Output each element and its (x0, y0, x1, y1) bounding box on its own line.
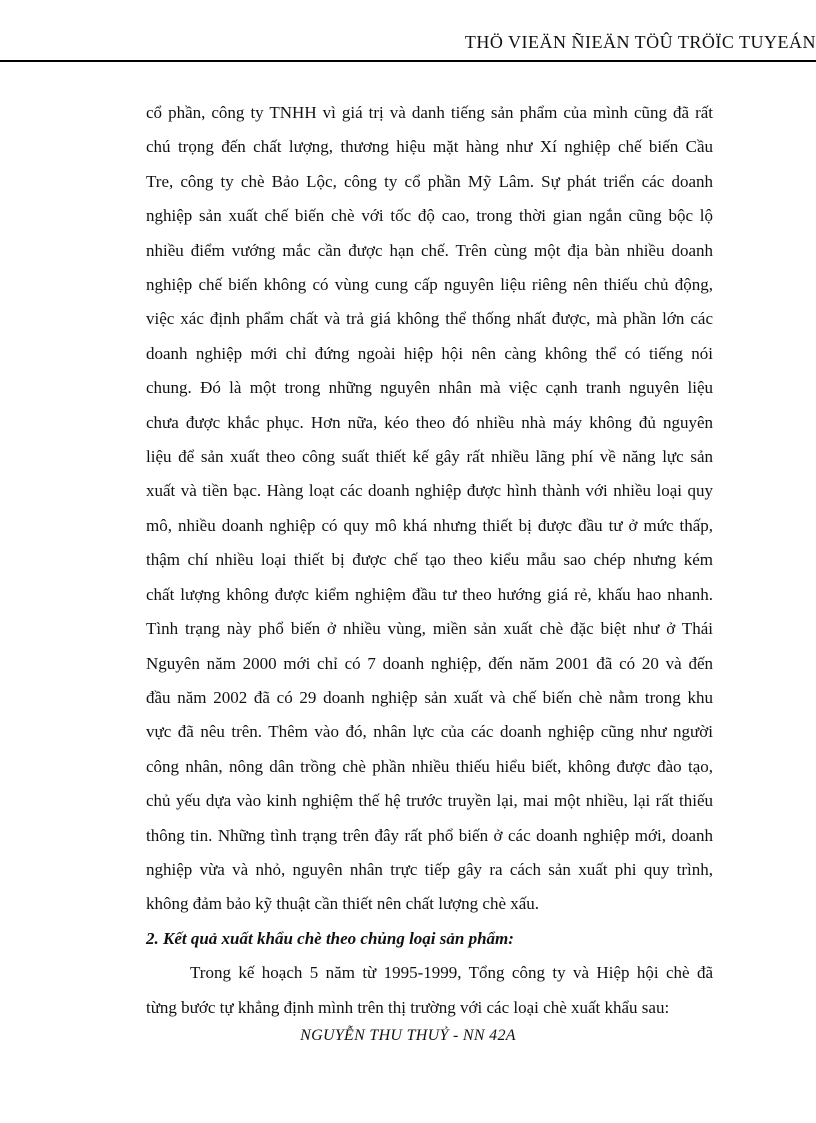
header-divider (0, 60, 816, 62)
text-line: từng bước tự khẳng định mình trên thị trường với các loại chè xuất khẩu sau: (146, 997, 670, 1017)
section-heading: 2. Kết quả xuất khẩu chè theo chủng loại sản phẩm: (146, 928, 514, 948)
text-line: liệu để sản xuất theo công suất thiết kế gây rất nhiều lãng phí về năng lực sản (146, 447, 713, 467)
text-line: chủ yếu dựa vào kinh nghiệm thế hệ trước truyền lại, mai một nhiều, lại rất thiếu (146, 791, 713, 811)
text-line: nghiệp vừa và nhỏ, nguyên nhân trực tiếp gây ra cách sản xuất phi quy trình, (146, 859, 713, 879)
text-line: việc xác định phẩm chất và trả giá không thể thống nhất được, mà phần lớn các (146, 309, 713, 329)
text-line: vực đã nêu trên. Thêm vào đó, nhân lực của các doanh nghiệp cũng như người (146, 722, 713, 742)
text-line: doanh nghiệp mới chỉ đứng ngoài hiệp hội nên càng không thể có tiếng nói (146, 343, 713, 363)
text-line: Tre, công ty chè Bảo Lộc, công ty cổ phần Mỹ Lâm. Sự phát triển các doanh (146, 171, 713, 191)
text-line: Trong kế hoạch 5 năm từ 1995-1999, Tổng công ty và Hiệp hội chè đã (190, 963, 713, 983)
text-line: cổ phần, công ty TNHH vì giá trị và danh tiếng sản phẩm của mình cũng đã rất (146, 103, 713, 122)
text-line: không đảm bảo kỹ thuật cần thiết nên chất lượng chè xấu. (146, 894, 540, 914)
text-line: thông tin. Những tình trạng trên đây rất phổ biến ở các doanh nghiệp mới, doanh (146, 825, 713, 845)
text-line: chú trọng đến chất lượng, thương hiệu mặt hàng như Xí nghiệp chế biến Cầu (146, 137, 713, 157)
text-line: mô, nhiều doanh nghiệp có quy mô khá nhưng thiết bị được đầu tư ở mức thấp, (146, 515, 713, 535)
text-line: nghiệp chế biến không có vùng cung cấp nguyên liệu riêng nên thiếu chủ động, (146, 275, 713, 295)
document-body (146, 96, 713, 1025)
text-line: nhiều điểm vướng mắc cần được hạn chế. Trên cùng một địa bàn nhiều doanh (146, 240, 713, 260)
body-paragraph (146, 96, 713, 922)
text-line: công nhân, nông dân trồng chè phần nhiều thiếu hiểu biết, không được đào tạo, (146, 756, 713, 776)
text-line: chất lượng không được kiểm nghiệm đầu tư theo hướng giá rẻ, khấu hao nhanh. (146, 584, 713, 604)
page-footer-author: NGUYỄN THU THUỶ - NN 42A (300, 1027, 516, 1044)
text-line: chưa được khắc phục. Hơn nữa, kéo theo đó nhiều nhà máy không đủ nguyên (146, 412, 713, 432)
text-line: Tình trạng này phổ biến ở nhiều vùng, miền sản xuất chè đặc biệt như ở Thái (146, 619, 713, 639)
text-line: nghiệp sản xuất chế biến chè với tốc độ cao, trong thời gian ngắn cũng bộc lộ (146, 206, 713, 226)
text-line: Nguyên năm 2000 mới chỉ có 7 doanh nghiệp, đến năm 2001 đã có 20 và đến (146, 653, 713, 673)
page-header-title: THÖ VIEÄN ÑIEÄN TÖÛ TRÖÏC TUYEÁN (464, 32, 816, 52)
body-paragraph (146, 956, 713, 1025)
text-line: thậm chí nhiều loại thiết bị được chế tạo theo kiểu mẫu sao chép nhưng kém (146, 550, 713, 570)
text-line: xuất và tiền bạc. Hàng loạt các doanh nghiệp được hình thành với nhiều loại quy (146, 481, 713, 501)
text-line: chung. Đó là một trong những nguyên nhân mà việc cạnh tranh nguyên liệu (146, 378, 713, 398)
text-line: đầu năm 2002 đã có 29 doanh nghiệp sản xuất và chế biến chè nằm trong khu (146, 687, 713, 707)
